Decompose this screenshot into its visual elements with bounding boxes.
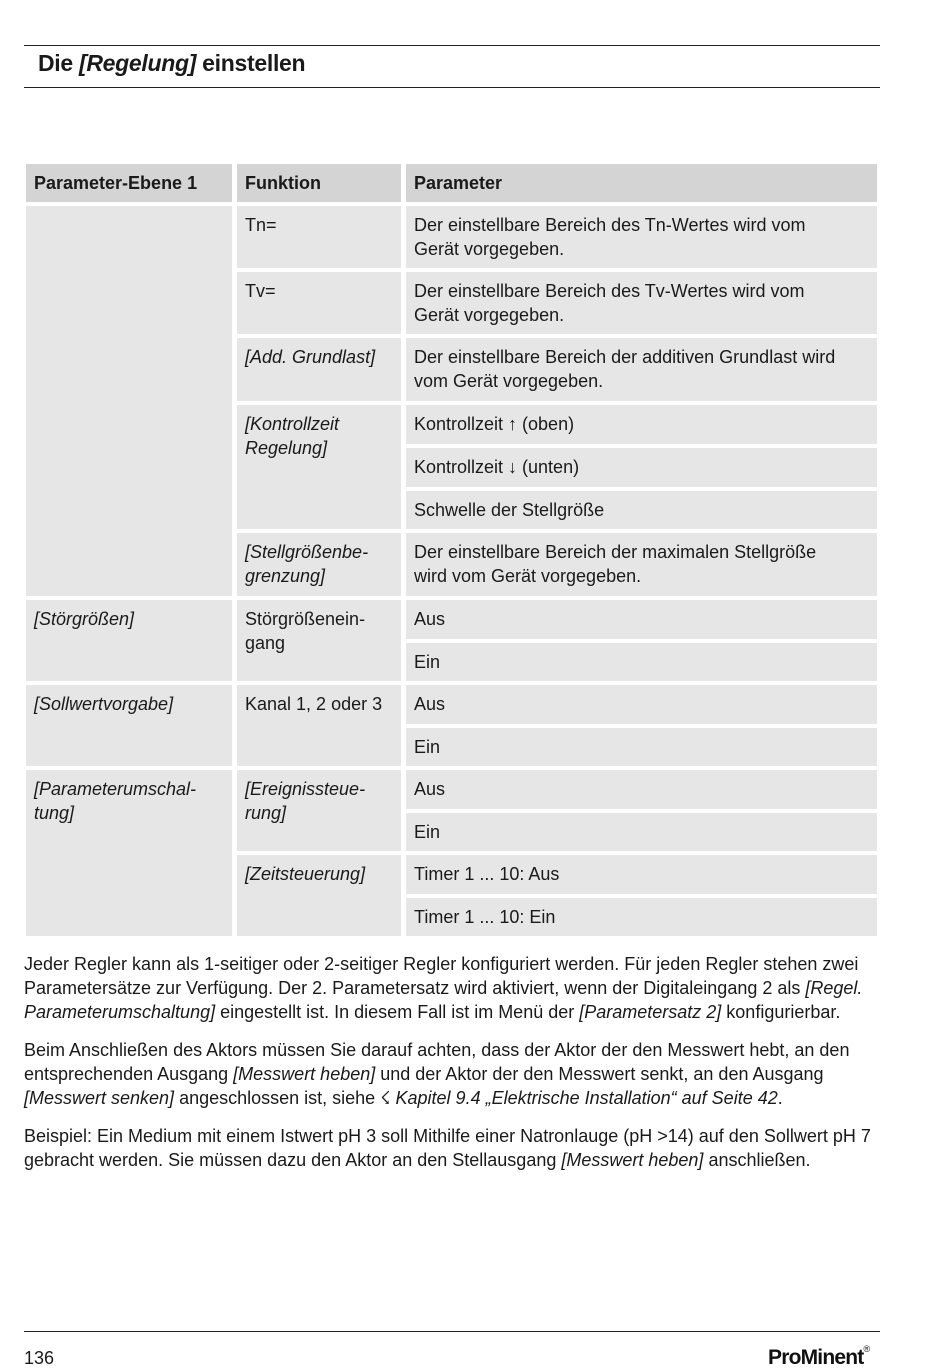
table-cell-function: [Kontrollzeit Regelung]: [237, 405, 401, 529]
table-cell-parameter: Schwelle der Stellgröße: [406, 491, 877, 529]
table-cell-parameter: Kontrollzeit ↑ (oben): [406, 405, 877, 444]
table-cell-function: [Zeitsteuerung]: [237, 855, 401, 936]
table-cell-function: [Ereignissteue- rung]: [237, 770, 401, 851]
table-cell-parameter: Aus: [406, 600, 877, 639]
header-rule-top: [24, 45, 880, 46]
table-cell-function: [Add. Grundlast]: [237, 338, 401, 401]
paragraph-regler: Jeder Regler kann als 1-seitiger oder 2-seitiger Regler konfiguriert werden. Für jeden Regler stehen zwei Parametersätze zur Verfügung. Der 2. Parametersatz wird aktiviert, wenn der Digitaleingang 2 als [Regel. Parameterumschaltung] eingestellt ist. In diesem Fall ist im Menü der [Parametersatz 2] konfigurierbar.: [24, 954, 863, 1022]
table-cell-parameter: Ein: [406, 728, 877, 766]
table-cell-level1-empty: [26, 206, 232, 596]
table-cell-parameter: Der einstellbare Bereich der maximalen Stellgröße wird vom Gerät vorgegeben.: [406, 533, 877, 596]
link-arrow-icon: ☇: [380, 1088, 391, 1108]
prominent-logo: ProMinent®: [768, 1344, 870, 1369]
table-header-parameter: Parameter: [406, 164, 877, 202]
table-cell-parameter: Aus: [406, 770, 877, 809]
table-cell-level1: [Störgrößen]: [26, 600, 232, 681]
table-cell-function: Tv=: [237, 272, 401, 334]
header-rule-bottom: [24, 87, 880, 88]
table-cell-function: [Stellgrößenbe- grenzung]: [237, 533, 401, 596]
table-cell-function: Tn=: [237, 206, 401, 268]
page-number: 136: [24, 1348, 55, 1368]
table-cell-level1: [Parameterumschal- tung]: [26, 770, 232, 936]
body-text: [24, 952, 884, 1186]
table-cell-level1: [Sollwertvorgabe]: [26, 685, 232, 766]
table-cell-parameter: Der einstellbare Bereich des Tv-Wertes wird vom Gerät vorgegeben.: [406, 272, 877, 334]
table-cell-parameter: Ein: [406, 813, 877, 851]
table-header-function: Funktion: [237, 164, 401, 202]
table-cell-parameter: Kontrollzeit ↓ (unten): [406, 448, 877, 487]
table-cell-function: Störgrößenein- gang: [237, 600, 401, 681]
paragraph-beispiel: Beispiel: Ein Medium mit einem Istwert pH 3 soll Mithilfe einer Natronlauge (pH >14) auf den Sollwert pH 7 gebracht werden. Sie müssen dazu den Aktor an den Stellausgang [Messwert heben] anschließen.: [24, 1126, 871, 1170]
table-cell-parameter: Der einstellbare Bereich des Tn-Wertes wird vom Gerät vorgegeben.: [406, 206, 877, 268]
table-cell-parameter: Timer 1 ... 10: Ein: [406, 898, 877, 936]
table-cell-parameter: Ein: [406, 643, 877, 681]
table-cell-parameter: Der einstellbare Bereich der additiven Grundlast wird vom Gerät vorgegeben.: [406, 338, 877, 401]
table-cell-parameter: Timer 1 ... 10: Aus: [406, 855, 877, 894]
paragraph-aktor: Beim Anschließen des Aktors müssen Sie darauf achten, dass der Aktor der den Messwert hebt, an den entsprechenden Ausgang [Messwert heben] und der Aktor der den Messwert senkt, an den Ausgang [Messwert senken] angeschlossen ist, siehe ☇ Kapitel 9.4 „Elektrische Installation“ auf Seite 42.: [24, 1040, 850, 1108]
chapter-link[interactable]: Kapitel 9.4 „Elektrische Installation“ auf Seite 42: [395, 1088, 778, 1108]
table-header-level1: Parameter-Ebene 1: [26, 164, 232, 202]
table-cell-function: Kanal 1, 2 oder 3: [237, 685, 401, 766]
table-cell-parameter: Aus: [406, 685, 877, 724]
page-title: Die [Regelung] einstellen: [38, 50, 306, 76]
footer-rule: [24, 1331, 880, 1332]
